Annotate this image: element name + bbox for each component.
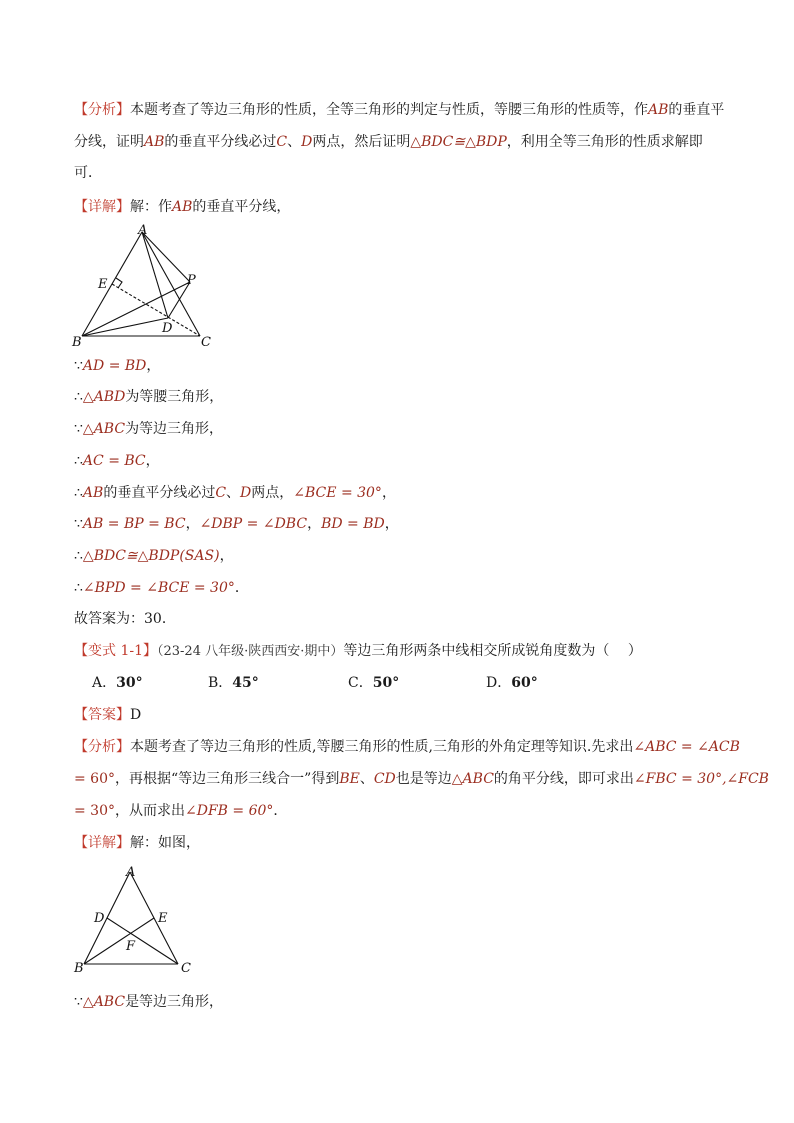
text-segment: ∠DBP = ∠DBC	[199, 516, 308, 532]
text-segment: A．	[92, 675, 117, 691]
text-segment: ∵	[74, 994, 83, 1010]
text-segment: C	[276, 134, 288, 150]
text-segment: BD = BD	[321, 516, 385, 532]
analysis2-line-2	[74, 769, 769, 789]
text-segment: △ABC	[82, 994, 126, 1010]
text-segment: ∠DFB = 60°	[185, 803, 274, 819]
text-segment: 也是等边	[395, 771, 452, 787]
text-segment: AB = BP = BC	[82, 516, 186, 532]
answer-line: 故答案为：30．	[74, 611, 176, 627]
label-E: E	[98, 277, 108, 292]
text-segment: △ABC	[82, 421, 126, 437]
text-segment: 30°	[116, 675, 143, 691]
step-8	[74, 578, 249, 598]
label-A: A	[138, 223, 148, 238]
label2-B: B	[74, 961, 84, 976]
text-segment: △ABC	[451, 771, 494, 787]
text-segment: CD	[373, 771, 396, 787]
analysis2-line-1	[74, 737, 740, 757]
text-segment: 等边三角形两条中线相交所成锐角度数为（ ）	[343, 643, 642, 659]
analysis-line-1	[74, 100, 724, 120]
detail-tag: 【详解】	[74, 199, 130, 215]
text-segment: 本题考查了等边三角形的性质,等腰三角形的性质,三角形的外角定理等知识.先求出	[130, 739, 634, 755]
text-segment: ∵	[74, 421, 83, 437]
label-B: B	[72, 335, 82, 350]
text-segment: ，	[145, 453, 160, 469]
text-segment: 【详解】	[74, 835, 130, 851]
text-segment: AC = BC	[82, 453, 146, 469]
text-segment: 60°	[511, 675, 538, 691]
text-segment: △BDC≅△BDP	[410, 134, 507, 150]
last-line	[74, 992, 223, 1012]
text-segment: D．	[486, 675, 512, 691]
text-segment: ，	[384, 516, 399, 532]
text-segment: AD = BD	[82, 358, 147, 374]
step-5	[74, 483, 396, 503]
text-segment: 两点，	[251, 485, 294, 501]
text-segment: ∠ABC = ∠ACB	[633, 739, 740, 755]
text-segment: ∴	[74, 548, 83, 564]
answer-tag-line	[74, 705, 141, 725]
analysis2-line-3	[74, 801, 287, 821]
detail-line	[74, 197, 290, 217]
text-segment: AB	[172, 199, 193, 215]
text-segment: 本题考查了等边三角形的性质，全等三角形的判定与性质，等腰三角形的性质等，作	[130, 102, 648, 118]
text-segment: D	[301, 134, 313, 150]
label-D: D	[162, 321, 173, 336]
step-7	[74, 546, 234, 566]
text-segment: 两点，然后证明	[312, 134, 411, 150]
text-segment: 的角平分线，即可求出	[493, 771, 634, 787]
text-segment: ∴	[74, 389, 83, 405]
analysis-line-2	[74, 132, 703, 152]
option-d[interactable]	[486, 673, 538, 693]
variant-question	[74, 641, 642, 662]
text-segment: D	[240, 485, 252, 501]
label2-A: A	[126, 865, 136, 880]
text-segment: ∠FBC = 30°,∠FCB	[633, 771, 769, 787]
text-segment: BE	[339, 771, 360, 787]
label-C: C	[201, 335, 211, 350]
option-c[interactable]	[348, 673, 399, 693]
text-segment: △ABD	[82, 389, 126, 405]
text-segment: 解：如图，	[130, 835, 200, 851]
step-1	[74, 356, 160, 376]
text-segment: ∴	[74, 580, 83, 596]
option-b[interactable]	[208, 673, 259, 693]
label2-E: E	[158, 911, 168, 926]
text-segment: 为等腰三角形，	[125, 389, 224, 405]
label-P: P	[187, 273, 196, 288]
step-6	[74, 514, 399, 534]
label2-D: D	[94, 911, 105, 926]
text-segment: 分线，证明	[74, 134, 144, 150]
text-segment: 的垂直平	[668, 102, 725, 118]
text-segment: 的垂直平分线，	[192, 199, 291, 215]
text-segment: 、	[359, 771, 374, 787]
option-a[interactable]	[92, 673, 143, 693]
triangle-figure-2	[70, 862, 200, 978]
text-segment: ，利用全等三角形的性质求解即	[506, 134, 703, 150]
text-segment: = 60°	[74, 771, 115, 787]
variant-tag: 【变式 1-1】	[74, 643, 157, 659]
text-segment: 的垂直平分线必过	[164, 134, 277, 150]
text-segment: 、	[226, 485, 241, 501]
detail2-line	[74, 833, 200, 853]
text-segment: ∵	[74, 516, 83, 532]
text-segment: ∴	[74, 453, 83, 469]
text-segment: AB	[144, 134, 165, 150]
text-segment: ∠BCE = 30°	[293, 485, 382, 501]
text-segment: ∠BPD = ∠BCE = 30°	[82, 580, 235, 596]
text-segment: C	[215, 485, 227, 501]
text-segment: ，再根据“等边三角形三线合一”得到	[115, 771, 340, 787]
text-segment: 为等边三角形，	[125, 421, 224, 437]
analysis-tag: 【分析】	[74, 102, 130, 118]
step-2	[74, 387, 223, 407]
text-segment: 的垂直平分线必过	[103, 485, 216, 501]
analysis-line-3: 可．	[74, 165, 102, 181]
text-segment: 是等边三角形，	[125, 994, 224, 1010]
text-segment: ，从而求出	[115, 803, 185, 819]
label2-F: F	[126, 939, 136, 954]
text-segment: 50°	[372, 675, 400, 691]
text-segment: 、	[287, 134, 302, 150]
text-segment: 45°	[232, 675, 259, 691]
step-4	[74, 451, 160, 471]
triangle-figure-1	[70, 222, 230, 350]
label2-C: C	[181, 961, 191, 976]
text-segment: （23-24 八年级·陕西西安·期中）	[157, 644, 344, 659]
text-segment: ．	[273, 803, 288, 819]
text-segment: ．	[234, 580, 249, 596]
text-segment: ，	[381, 485, 396, 501]
step-3	[74, 419, 223, 439]
text-segment: ，	[307, 516, 322, 532]
text-segment: AB	[82, 485, 104, 501]
text-segment: △BDC≅△BDP(SAS)	[82, 548, 220, 564]
answer-tag: 【答案】	[74, 707, 130, 723]
text-segment: 解：作	[130, 199, 172, 215]
text-segment: C．	[348, 675, 373, 691]
text-segment: B．	[208, 675, 233, 691]
text-segment: ，	[219, 548, 234, 564]
text-segment: ，	[146, 358, 161, 374]
text-segment: AB	[648, 102, 669, 118]
text-segment: ∵	[74, 358, 83, 374]
text-segment: ∴	[74, 485, 83, 501]
text-segment: 【分析】	[74, 739, 130, 755]
text-segment: ，	[185, 516, 200, 532]
text-segment: D	[130, 707, 142, 723]
text-segment: = 30°	[74, 803, 115, 819]
